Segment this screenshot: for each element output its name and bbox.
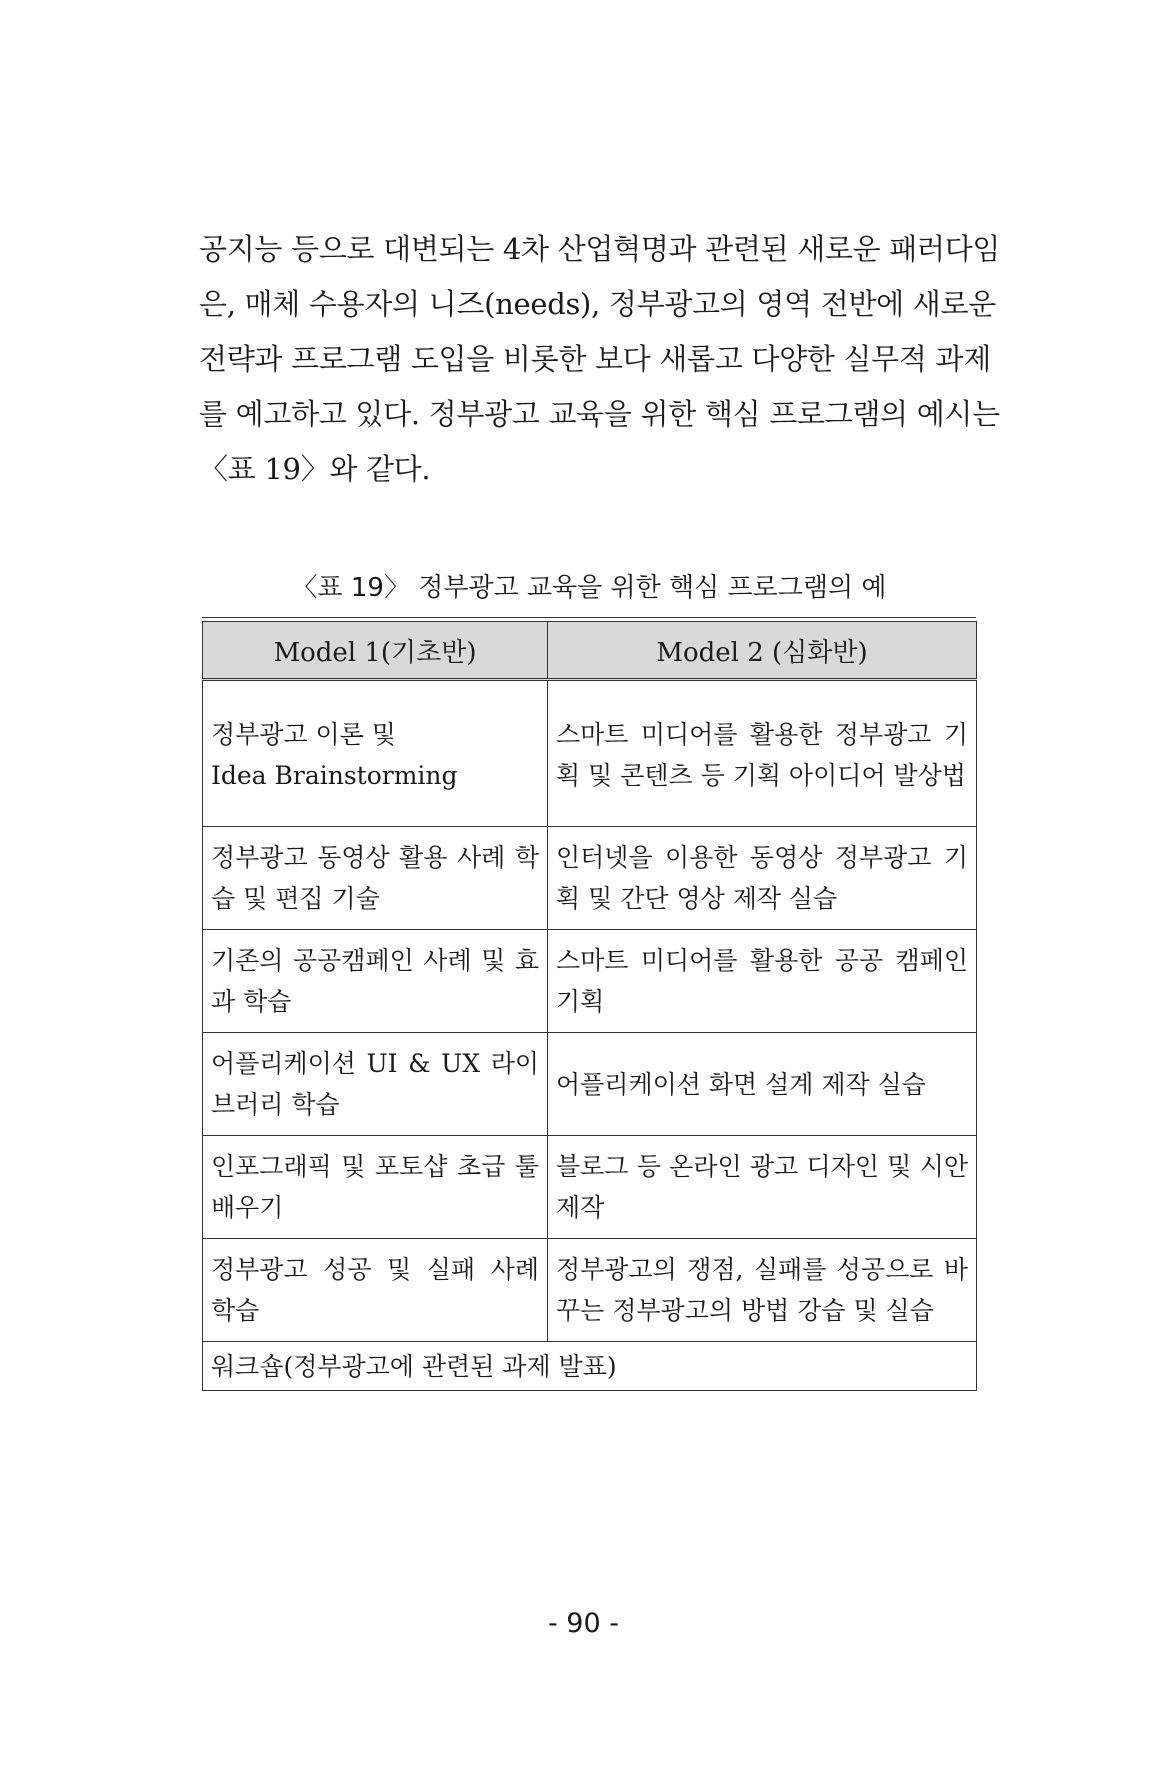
table-row: [203, 1136, 977, 1239]
cell-subtext: Idea Brainstorming: [211, 760, 458, 790]
header-model-2: Model 2 (심화반): [548, 622, 977, 680]
header-model-1: Model 1(기초반): [203, 622, 548, 680]
table-cell-model-2: 블로그 등 온라인 광고 디자인 및 시안 제작: [548, 1136, 977, 1239]
paragraph-line: 공지능 등으로 대변되는 4차 산업혁명과 관련된 새로운 패러다임: [199, 232, 1001, 266]
table-caption: 〈표 19〉 정부광고 교육을 위한 핵심 프로그램의 예: [291, 573, 887, 603]
table-row: [203, 827, 977, 930]
table-cell-model-1: 어플리케이션 UI & UX 라이브러리 학습: [203, 1033, 548, 1136]
table-cell-model-1: 인포그래픽 및 포토샵 초급 툴 배우기: [203, 1136, 548, 1239]
program-table-container: [202, 617, 976, 1391]
table-row: [203, 930, 977, 1033]
page-number: - 90 -: [547, 1608, 619, 1639]
table-header-row: [203, 622, 977, 680]
program-table: [202, 621, 977, 1391]
table-footer-row: [203, 1342, 977, 1391]
paragraph-line: 를 예고하고 있다. 정부광고 교육을 위한 핵심 프로그램의 예시는: [199, 397, 1000, 431]
table-cell-model-1: 정부광고 동영상 활용 사례 학습 및 편집 기술: [203, 827, 548, 930]
table-cell-model-1: [203, 680, 548, 827]
table-cell-model-2: 어플리케이션 화면 설계 제작 실습: [548, 1033, 977, 1136]
paragraph-line: 전략과 프로그램 도입을 비롯한 보다 새롭고 다양한 실무적 과제: [199, 342, 991, 376]
table-cell-model-2: 정부광고의 쟁점, 실패를 성공으로 바꾸는 정부광고의 방법 강습 및 실습: [548, 1239, 977, 1342]
paragraph-line: 은, 매체 수용자의 니즈(needs), 정부광고의 영역 전반에 새로운: [199, 287, 996, 321]
body-paragraph: [199, 222, 1001, 497]
workshop-cell: 워크숍(정부광고에 관련된 과제 발표): [203, 1342, 977, 1391]
table-cell-model-2: 스마트 미디어를 활용한 정부광고 기획 및 콘텐츠 등 기획 아이디어 발상법: [548, 680, 977, 827]
table-cell-model-1: 기존의 공공캠페인 사례 및 효과 학습: [203, 930, 548, 1033]
cell-text: 정부광고 이론 및: [211, 719, 396, 749]
table-row: [203, 1239, 977, 1342]
table-cell-model-2: 인터넷을 이용한 동영상 정부광고 기획 및 간단 영상 제작 실습: [548, 827, 977, 930]
table-row: [203, 680, 977, 827]
table-row: [203, 1033, 977, 1136]
table-cell-model-1: 정부광고 성공 및 실패 사례 학습: [203, 1239, 548, 1342]
paragraph-line: 〈표 19〉와 같다.: [199, 452, 431, 486]
table-cell-model-2: 스마트 미디어를 활용한 공공 캠페인 기획: [548, 930, 977, 1033]
